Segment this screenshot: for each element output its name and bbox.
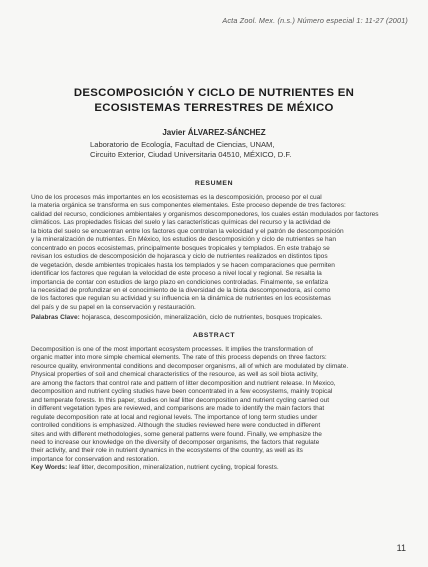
palabras-clave-line <box>31 314 397 322</box>
key-words-line <box>31 464 397 472</box>
palabras-clave-text: hojarasca, descomposición, mineralización, ciclo de nutrientes, bosques tropicales. <box>81 314 323 321</box>
text-line: and temperate forests. In this paper, studies on leaf litter decomposition and nutrient cycling carried out <box>31 396 330 404</box>
text-line: de los factores que regulan su actividad y su influencia en la dinámica de nutrientes en los ecosistemas <box>31 295 331 303</box>
author-affiliation <box>90 140 291 160</box>
text-line: la biota del suelo se encuentran entre los factores que controlan la velocidad y el patrón de descomposición <box>31 227 344 235</box>
text-line: y la mineralización de nutrientes. En México, los estudios de descomposición y ciclo de nutrientes se han <box>31 236 336 244</box>
text-line: la materia orgánica se transforma en sus componentes elementales. Este proceso depende de tres factores: <box>31 202 346 210</box>
affiliation-line-1: Laboratorio de Ecología, Facultad de Ciencias, UNAM, <box>90 140 275 149</box>
resumen-heading: RESUMEN <box>194 180 234 187</box>
text-line: climáticos. Las propiedades físicas del suelo y las características químicas del recurso y la actividad de <box>31 219 331 227</box>
text-line: need to increase our knowledge on the diversity of decomposer organisms, the factors that regulate <box>31 438 320 446</box>
abstract-heading: ABSTRACT <box>192 332 236 339</box>
text-line: sites and with different methodologies, some general patterns were found. Finally, we emphasize the <box>31 430 322 438</box>
text-line: in different vegetation types are reviewed, and comparisons are made to identify the main factors that <box>31 405 325 413</box>
palabras-clave-label: Palabras Clave: <box>31 314 80 321</box>
text-line: la necesidad de profundizar en el conocimiento de la diversidad de la biota descomponedora, así como <box>31 286 331 294</box>
title-line-1: DESCOMPOSICIÓN Y CICLO DE NUTRIENTES EN <box>73 87 355 99</box>
text-line: Physical properties of soil and chemical characteristics of the resource, as well as soil biota activity, <box>31 371 318 379</box>
text-line: calidad del recurso, condiciones ambientales y organismos descomponedores, los cuales están modulados por factores <box>31 210 379 218</box>
text-line: organic matter into more simple chemical elements. The rate of this process depends on three factors: <box>31 354 327 362</box>
abstract-body <box>31 346 397 464</box>
affiliation-line-2: Circuito Exterior, Ciudad Universitaria 04510, MÉXICO, D.F. <box>90 150 292 159</box>
text-line: importance for conservation and restoration. <box>31 455 160 463</box>
text-line: controlled conditions is emphasized. Although the studies reviewed here were conducted in different <box>31 422 321 430</box>
text-line: revisan los estudios de descomposición de hojarasca y ciclo de nutrientes realizados en distintos tipos <box>31 253 328 261</box>
key-words-label: Key Words: <box>31 464 68 471</box>
text-line: del país y de su papel en la conservación y restauración. <box>31 303 196 311</box>
resumen-body <box>31 194 397 312</box>
text-line: identificar los factores que regulan la velocidad de este proceso a nivel local y regional. Se resalta la <box>31 270 322 278</box>
title-line-2: ECOSISTEMAS TERRESTRES DE MÉXICO <box>94 102 334 114</box>
author-name: Javier ÁLVAREZ-SÁNCHEZ <box>162 128 266 137</box>
journal-header: Acta Zool. Mex. (n.s.) Número especial 1: 11-27 (2001) <box>222 16 408 25</box>
key-words-text: leaf litter, decomposition, mineralization, nutrient cycling, tropical forests. <box>69 464 279 471</box>
text-line: their activity, and their role in nutrient dynamics in the ecosystems of the country, as well as its <box>31 447 303 455</box>
page-number: 11 <box>396 543 406 553</box>
text-line: de vegetación, desde ambientes tropicales hasta los templados y se hacen comparaciones que permiten <box>31 261 335 269</box>
text-line: regulate decomposition rate at local and regional levels. The importance of long term studies under <box>31 413 318 421</box>
text-line: resource quality, environmental conditions and decomposer organisms, all of which are modulated by climate. <box>31 362 349 370</box>
text-line: are among the factors that control rate and pattern of litter decomposition and nutrient release. In Mexico, <box>31 379 336 387</box>
paper-title <box>40 86 388 116</box>
text-line: concentrado en pocos ecosistemas, principalmente bosques tropicales y templados. En este trabajo se <box>31 244 330 252</box>
text-line: Uno de los procesos más importantes en los ecosistemas es la descomposición, proceso por el cual <box>31 194 322 201</box>
text-line: importancia de contar con estudios de largo plazo en condiciones controladas. Finalmente, se enfatiza <box>31 278 328 286</box>
text-line: Decomposition is one of the most important ecosystem processes. It implies the transformation of <box>31 346 314 353</box>
text-line: decomposition and nutrient cycling studies have been concentrated in a few ecosystems, mainly tropical <box>31 388 333 396</box>
